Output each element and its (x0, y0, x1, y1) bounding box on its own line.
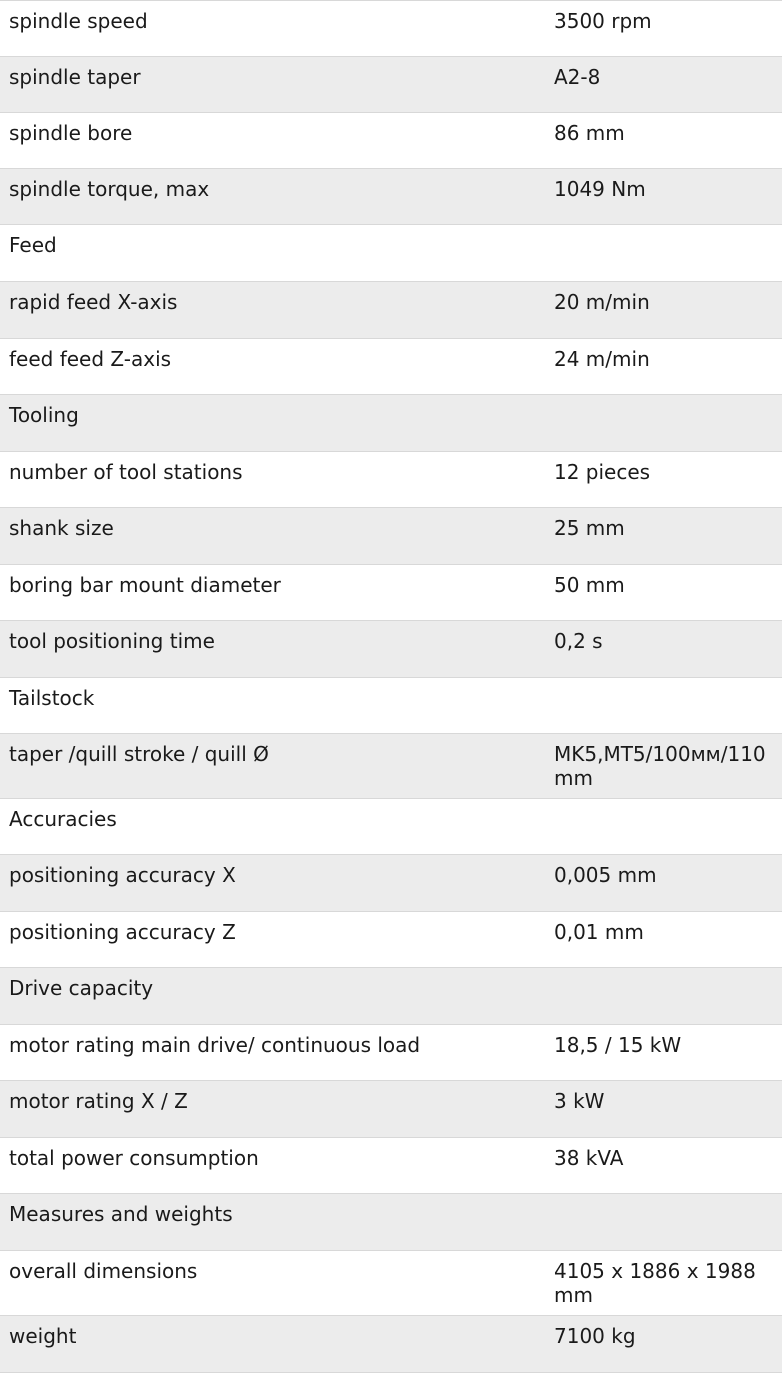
spec-label: shank size (9, 516, 114, 540)
table-row (0, 452, 782, 508)
section-header-row (0, 225, 782, 282)
spec-value: MK5,MT5/100мм/110 mm (554, 742, 766, 790)
table-row (0, 339, 782, 395)
spec-value: 38 kVA (554, 1146, 624, 1170)
table-row (0, 565, 782, 621)
table-row (0, 1081, 782, 1138)
spec-label: boring bar mount diameter (9, 573, 281, 597)
spec-value: 18,5 / 15 kW (554, 1033, 682, 1057)
spec-value: A2-8 (554, 65, 601, 89)
table-row (0, 621, 782, 678)
table-row (0, 169, 782, 225)
table-row (0, 1316, 782, 1373)
table-row (0, 1, 782, 57)
section-title: Tailstock (9, 686, 95, 710)
spec-value (544, 678, 782, 686)
table-row (0, 57, 782, 113)
section-header-row (0, 678, 782, 734)
spec-value: 7100 kg (554, 1324, 636, 1348)
table-row (0, 855, 782, 912)
section-title: Feed (9, 233, 57, 257)
section-header-row (0, 1194, 782, 1251)
spec-label: spindle bore (9, 121, 133, 145)
spec-value (544, 395, 782, 403)
section-header-row (0, 968, 782, 1025)
spec-value: 0,01 mm (554, 920, 644, 944)
spec-label: motor rating main drive/ continuous load (9, 1033, 421, 1057)
spec-label: spindle speed (9, 9, 148, 33)
spec-label: taper /quill stroke / quill Ø (9, 742, 269, 766)
table-row (0, 282, 782, 339)
spec-value: 50 mm (554, 573, 625, 597)
spec-label: rapid feed X-axis (9, 290, 178, 314)
spec-label: tool positioning time (9, 629, 215, 653)
spec-value (544, 1194, 782, 1202)
spec-value: 0,005 mm (554, 863, 657, 887)
spec-label: total power consumption (9, 1146, 259, 1170)
spec-label: number of tool stations (9, 460, 243, 484)
spec-label: overall dimensions (9, 1259, 198, 1283)
section-title: Accuracies (9, 807, 117, 831)
table-row (0, 508, 782, 565)
spec-label: spindle torque, max (9, 177, 210, 201)
spec-value: 24 m/min (554, 347, 650, 371)
spec-label: spindle taper (9, 65, 141, 89)
spec-value (544, 968, 782, 976)
spec-value: 25 mm (554, 516, 625, 540)
spec-value: 86 mm (554, 121, 625, 145)
section-header-row (0, 395, 782, 452)
spec-label: positioning accuracy X (9, 863, 236, 887)
spec-value: 3 kW (554, 1089, 605, 1113)
spec-value: 12 pieces (554, 460, 651, 484)
spec-value: 20 m/min (554, 290, 650, 314)
table-row (0, 1138, 782, 1194)
section-title: Measures and weights (9, 1202, 233, 1226)
spec-label: positioning accuracy Z (9, 920, 236, 944)
table-row (0, 113, 782, 169)
spec-value: 0,2 s (554, 629, 603, 653)
spec-value: 4105 x 1886 x 1988 mm (554, 1259, 756, 1307)
spec-value: 3500 rpm (554, 9, 652, 33)
table-row (0, 734, 782, 799)
spec-value (544, 225, 782, 233)
table-row (0, 912, 782, 968)
section-title: Tooling (9, 403, 79, 427)
spec-label: weight (9, 1324, 77, 1348)
section-title: Drive capacity (9, 976, 154, 1000)
spec-label: motor rating X / Z (9, 1089, 188, 1113)
spec-value (544, 799, 782, 807)
table-row (0, 1251, 782, 1316)
spec-value: 1049 Nm (554, 177, 646, 201)
section-header-row (0, 799, 782, 855)
spec-label: feed feed Z-axis (9, 347, 172, 371)
table-row (0, 1025, 782, 1081)
